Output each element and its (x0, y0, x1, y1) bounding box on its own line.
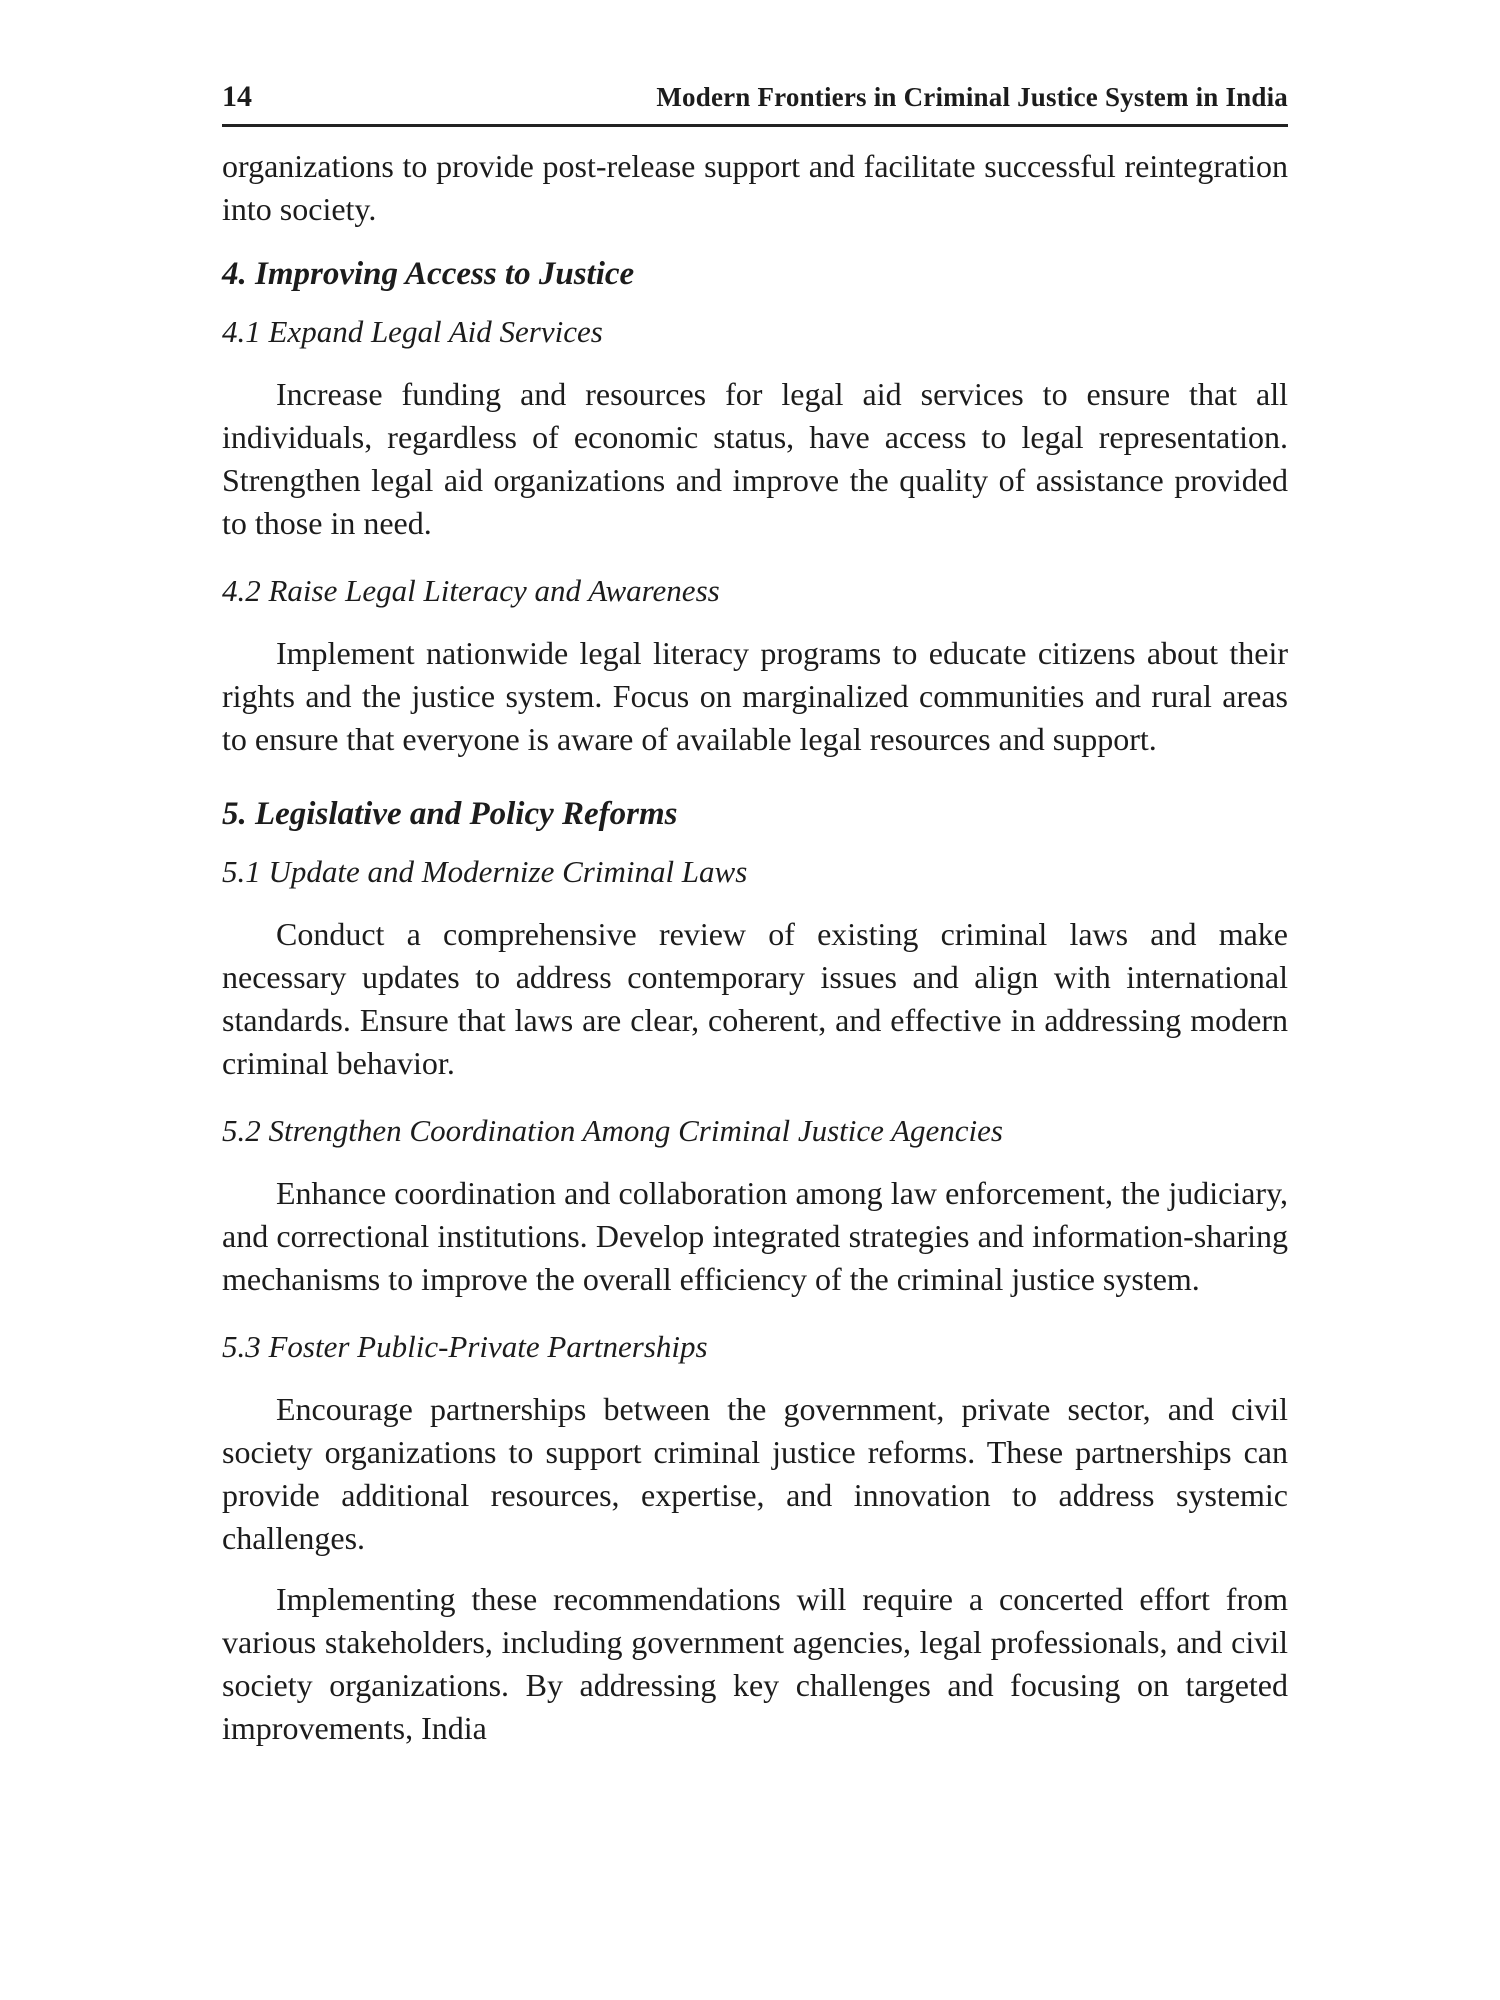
subsection-heading-5-3: 5.3 Foster Public-Private Partnerships (222, 1329, 708, 1364)
section-heading-4: 4. Improving Access to Justice (222, 256, 635, 292)
subsection-heading-4-2: 4.2 Raise Legal Literacy and Awareness (222, 573, 720, 608)
subsection-heading-4-1: 4.1 Expand Legal Aid Services (222, 314, 603, 349)
running-title: Modern Frontiers in Criminal Justice System in India (656, 82, 1288, 112)
subsection-heading-5-2: 5.2 Strengthen Coordination Among Criminal Justice Agencies (222, 1113, 1003, 1148)
paragraph-4-2: Implement nationwide legal literacy programs to educate citizens about their rights and the justice system. Focus on marginalized communities and rural areas to ensure that everyone is aware of available legal resources and support. (222, 635, 1288, 757)
paragraph-4-1: Increase funding and resources for legal aid services to ensure that all individuals, regardless of economic status, have access to legal representation. Strengthen legal aid organizations and improve the quality of assistance provided to those in need. (222, 376, 1288, 541)
subsection-heading-5-1: 5.1 Update and Modernize Criminal Laws (222, 854, 748, 889)
book-page (222, 80, 1288, 1750)
section-heading-5: 5. Legislative and Policy Reforms (222, 796, 678, 832)
running-header (222, 80, 1288, 127)
paragraph-5-3: Encourage partnerships between the government, private sector, and civil society organizations to support criminal justice reforms. These partnerships can provide additional resources, expertise, and innovation to address systemic challenges. (222, 1391, 1288, 1556)
continuation-paragraph: organizations to provide post-release support and facilitate successful reintegration into society. (222, 148, 1288, 227)
paragraph-5-2: Enhance coordination and collaboration among law enforcement, the judiciary, and correctional institutions. Develop integrated strategies and information-sharing mechanisms to improve the overall efficiency of the criminal justice system. (222, 1175, 1288, 1297)
paragraph-5-1: Conduct a comprehensive review of existing criminal laws and make necessary updates to address contemporary issues and align with international standards. Ensure that laws are clear, coherent, and effective in addressing modern criminal behavior. (222, 916, 1288, 1081)
page-number: 14 (222, 80, 252, 113)
closing-paragraph: Implementing these recommendations will require a concerted effort from various stakeholders, including government agencies, legal professionals, and civil society organizations. By addressing key challenges and focusing on targeted improvements, India (222, 1581, 1288, 1746)
